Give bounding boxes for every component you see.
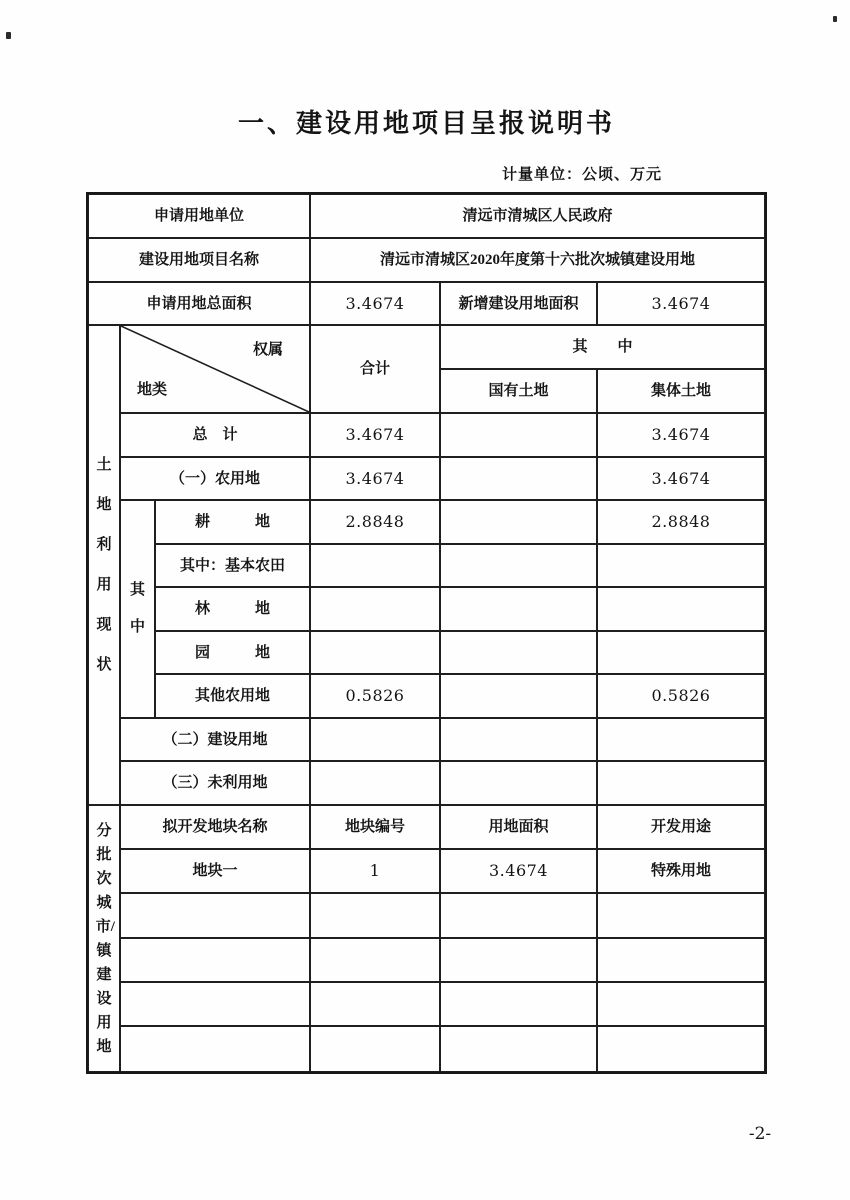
scan-speck <box>6 32 11 39</box>
new-area-value-cell: 3.4674 <box>597 282 765 325</box>
total-area-label-cell: 申请用地总面积 <box>88 282 310 325</box>
row-label-total: 总 计 <box>120 413 310 457</box>
cell-basic-farmland-collective <box>597 544 765 587</box>
parcels-section-cell <box>88 805 120 1072</box>
parcel-row-code <box>310 1026 440 1072</box>
landuse-section-label: 土地利用现状 <box>96 457 112 673</box>
parcel-row-use <box>597 982 765 1026</box>
parcel-row-area <box>440 982 597 1026</box>
row-label-basic-farmland: 其中：基本农田 <box>155 544 310 587</box>
parcel-row-code: 1 <box>310 849 440 893</box>
parcel-row-area <box>440 893 597 938</box>
cell-unused-sum <box>310 761 440 805</box>
cell-total-sum: 3.4674 <box>310 413 440 457</box>
row-label-farmland: （一）农用地 <box>120 457 310 500</box>
project-name-label-cell: 建设用地项目名称 <box>88 238 310 282</box>
parcels-header-area: 用地面积 <box>440 805 597 849</box>
parcel-row-code <box>310 938 440 982</box>
cell-cultivated-collective: 2.8848 <box>597 500 765 544</box>
parcel-row-code <box>310 982 440 1026</box>
row-label-other-farmland: 其他农用地 <box>155 674 310 718</box>
cell-garden-sum <box>310 631 440 674</box>
cell-farmland-collective: 3.4674 <box>597 457 765 500</box>
parcels-header-name: 拟开发地块名称 <box>120 805 310 849</box>
cell-basic-farmland-state <box>440 544 597 587</box>
row-label-construction: （二）建设用地 <box>120 718 310 761</box>
parcel-row-use: 特殊用地 <box>597 849 765 893</box>
cell-other-farmland-collective: 0.5826 <box>597 674 765 718</box>
parcel-row-code <box>310 893 440 938</box>
landuse-section-cell <box>88 325 120 805</box>
cell-garden-state <box>440 631 597 674</box>
cell-cultivated-state <box>440 500 597 544</box>
parcel-row-name <box>120 982 310 1026</box>
cell-construction-state <box>440 718 597 761</box>
new-area-label-cell: 新增建设用地面积 <box>440 282 597 325</box>
row-label-unused: （三）未利用地 <box>120 761 310 805</box>
col-header-state-land: 国有土地 <box>440 369 597 413</box>
parcel-row-name <box>120 938 310 982</box>
total-area-value-cell: 3.4674 <box>310 282 440 325</box>
applicant-value-cell: 清远市清城区人民政府 <box>310 194 765 238</box>
parcel-row-use <box>597 938 765 982</box>
cell-other-farmland-sum: 0.5826 <box>310 674 440 718</box>
parcel-row-area <box>440 938 597 982</box>
row-label-garden: 园 地 <box>155 631 310 674</box>
project-name-value-cell: 清远市清城区2020年度第十六批次城镇建设用地 <box>310 238 765 282</box>
cell-basic-farmland-sum <box>310 544 440 587</box>
among-subcolumn-cell <box>120 500 155 718</box>
cell-forest-sum <box>310 587 440 631</box>
parcel-row-use <box>597 1026 765 1072</box>
parcel-row-name <box>120 893 310 938</box>
cell-unused-state <box>440 761 597 805</box>
cell-farmland-sum: 3.4674 <box>310 457 440 500</box>
measurement-unit-label: 计量单位：公顷、万元 <box>501 167 662 183</box>
cell-other-farmland-state <box>440 674 597 718</box>
page-title: 一、建设用地项目呈报说明书 <box>237 109 615 139</box>
parcel-row-area: 3.4674 <box>440 849 597 893</box>
parcel-row-name: 地块一 <box>120 849 310 893</box>
parcels-header-code: 地块编号 <box>310 805 440 849</box>
cell-forest-state <box>440 587 597 631</box>
diagonal-landtype-label: 地类 <box>137 382 168 398</box>
parcel-row-use <box>597 893 765 938</box>
cell-total-collective: 3.4674 <box>597 413 765 457</box>
cell-unused-collective <box>597 761 765 805</box>
parcel-row-area <box>440 1026 597 1072</box>
diagonal-header-cell <box>120 325 310 413</box>
row-label-cultivated: 耕 地 <box>155 500 310 544</box>
parcel-row-name <box>120 1026 310 1072</box>
page-number: -2- <box>748 1124 772 1144</box>
cell-construction-sum <box>310 718 440 761</box>
col-header-among: 其 中 <box>440 325 765 369</box>
among-subcolumn-label: 其中 <box>129 582 145 635</box>
col-header-collective-land: 集体土地 <box>597 369 765 413</box>
col-header-total: 合计 <box>310 325 440 413</box>
row-label-forest: 林 地 <box>155 587 310 631</box>
cell-cultivated-sum: 2.8848 <box>310 500 440 544</box>
parcels-section-label: 分批次城市/镇建设用地 <box>95 822 115 1055</box>
cell-farmland-state <box>440 457 597 500</box>
parcels-header-use: 开发用途 <box>597 805 765 849</box>
cell-forest-collective <box>597 587 765 631</box>
diagonal-line <box>121 326 309 412</box>
cell-total-state <box>440 413 597 457</box>
diagonal-ownership-label: 权属 <box>252 342 283 358</box>
applicant-label-cell: 申请用地单位 <box>88 194 310 238</box>
scan-speck <box>833 16 837 22</box>
cell-garden-collective <box>597 631 765 674</box>
cell-construction-collective <box>597 718 765 761</box>
